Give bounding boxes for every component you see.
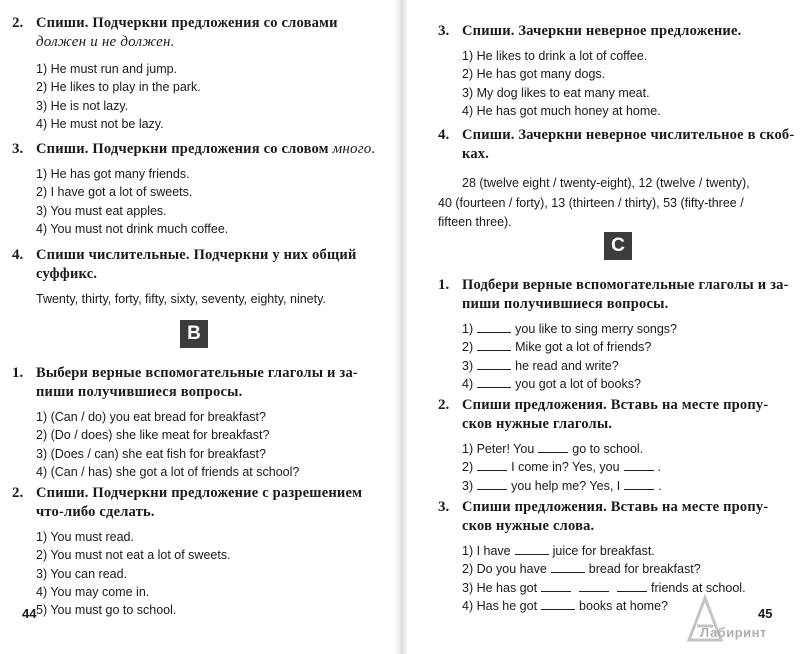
list-item: 1) He must run and jump.	[36, 62, 178, 76]
task-items	[36, 165, 392, 238]
task-instruction: Спиши. Зачеркни неверное числительное в скоб- ках.	[462, 127, 795, 162]
answer-blank	[477, 458, 507, 471]
task-number: 3.	[12, 141, 24, 157]
task-items	[462, 47, 798, 120]
list-item: 1) You must read.	[36, 530, 134, 544]
answer-blank	[541, 597, 575, 610]
answer-blank	[624, 477, 654, 490]
list-item: 4) He has got much honey at home.	[462, 103, 661, 118]
answer-blank	[477, 338, 511, 351]
task-number: 2.	[12, 485, 24, 501]
task-instruction: Спиши предложения. Вставь на месте пропу- сков нужные слова.	[462, 499, 769, 534]
answer-blank	[551, 560, 585, 573]
list-item: 3) He is not lazy.	[36, 98, 129, 113]
publisher-logo-text: Лабиринт	[700, 625, 767, 640]
answer-blank	[477, 477, 507, 490]
list-item: 4) (Can / has) she got a lot of friends at school?	[36, 464, 300, 479]
task-instruction: Спиши. Подчеркни предложение с разрешением что-либо сделать.	[36, 485, 363, 520]
task-instruction: Спиши числительные. Подчеркни у них общий суффикс.	[36, 247, 357, 282]
list-item: 3) (Does / can) she eat fish for breakfast?	[36, 446, 266, 461]
list-item: 1) you like to sing merry songs?	[462, 322, 678, 336]
list-item: 2) (Do / does) she like meat for breakfast?	[36, 428, 270, 443]
task-number: 2.	[438, 397, 450, 413]
task-items	[36, 60, 392, 133]
list-item: 2) Do you have bread for breakfast?	[462, 562, 701, 577]
task-instruction: Спиши предложения. Вставь на месте пропу- сков нужные глаголы.	[462, 397, 769, 432]
list-item: 1) I have juice for breakfast.	[462, 544, 655, 558]
section-badge-c: C	[604, 232, 632, 260]
list-item: 2) I have got a lot of sweets.	[36, 185, 193, 200]
task-items	[36, 408, 392, 481]
task-number: 1.	[438, 277, 450, 293]
list-item: 3) you help me? Yes, I .	[462, 478, 662, 493]
list-item: 4) He must not be lazy.	[36, 116, 164, 131]
task-number: 3.	[438, 499, 450, 515]
task-2	[12, 14, 392, 133]
task-text: Twenty, thirty, forty, fifty, sixty, seventy, eighty, ninety.	[36, 292, 326, 306]
answer-blank	[477, 320, 511, 333]
list-item: 1) (Can / do) you eat bread for breakfast?	[36, 410, 266, 424]
task-instruction: Спиши. Подчеркни предложения со словами должен и не должен.	[36, 15, 338, 50]
page-number-right: 45	[758, 606, 773, 621]
answer-blank	[515, 542, 549, 555]
right-page	[400, 0, 800, 654]
answer-blank	[538, 440, 568, 453]
list-item: 1) He likes to drink a lot of coffee.	[462, 49, 648, 63]
list-item: 2) Mike got a lot of friends?	[462, 340, 652, 355]
answer-blank	[624, 458, 654, 471]
answer-blank	[579, 579, 609, 592]
list-item: 1) He has got many friends.	[36, 167, 190, 181]
list-item: 3) My dog likes to eat many meat.	[462, 85, 650, 100]
list-item: 1) Peter! You go to school.	[462, 442, 644, 456]
task-4-right	[438, 126, 798, 233]
list-item: 4) Has he got books at home?	[462, 598, 668, 613]
section-badge-b: B	[180, 320, 208, 348]
answer-blank	[617, 579, 647, 592]
task-number: 4.	[438, 127, 450, 143]
list-item: 3) He has got friends at school.	[462, 580, 746, 595]
task-items	[36, 528, 392, 619]
task-c2	[438, 396, 798, 495]
list-item: 2) He likes to play in the park.	[36, 80, 201, 95]
task-instruction: Спиши. Подчеркни предложения со словом много.	[36, 141, 376, 157]
list-item: 5) You must go to school.	[36, 603, 177, 618]
answer-blank	[541, 579, 571, 592]
task-instruction: Выбери верные вспомогательные глаголы и за- пиши получившиеся вопросы.	[36, 365, 358, 400]
task-number: 2.	[12, 15, 24, 31]
page-number-left: 44	[22, 606, 37, 621]
task-items	[462, 320, 798, 393]
list-item: 4) You may come in.	[36, 584, 150, 599]
task-4	[12, 246, 392, 310]
list-item: 3) You must eat apples.	[36, 203, 167, 218]
task-instruction: Подбери верные вспомогательные глаголы и за- пиши получившиеся вопросы.	[462, 277, 789, 312]
task-b1	[12, 364, 392, 481]
task-3	[12, 140, 392, 238]
list-item: 2) I come in? Yes, you .	[462, 460, 662, 475]
task-c1	[438, 276, 798, 393]
task-items	[462, 440, 798, 495]
list-item: 2) You must not eat a lot of sweets.	[36, 548, 231, 563]
task-instruction: Спиши. Зачеркни неверное предложение.	[462, 23, 742, 39]
list-item: 4) You must not drink much coffee.	[36, 221, 229, 236]
task-b2	[12, 484, 392, 619]
list-item: 3) You can read.	[36, 566, 128, 581]
task-3-right	[438, 22, 798, 120]
list-item: 4) you got a lot of books?	[462, 376, 641, 391]
task-number: 1.	[12, 365, 24, 381]
list-item: 2) He has got many dogs.	[462, 67, 606, 82]
answer-blank	[477, 375, 511, 388]
task-text: 28 (twelve eight / twenty-eight), 12 (twelve / twenty), 40 (fourteen / forty), 13 (thirteen / thirty), 53 (fifty-three / fifteen three).	[438, 176, 750, 229]
list-item: 3) he read and write?	[462, 358, 619, 373]
answer-blank	[477, 357, 511, 370]
task-number: 3.	[438, 23, 450, 39]
task-number: 4.	[12, 247, 24, 263]
